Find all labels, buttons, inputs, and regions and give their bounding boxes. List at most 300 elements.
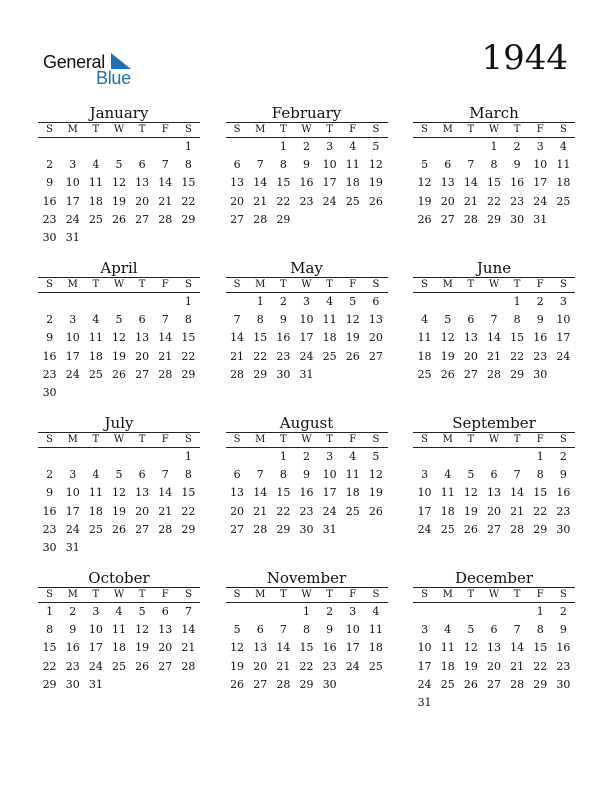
day-cell: 16 bbox=[299, 486, 314, 500]
day-cell: 7 bbox=[161, 468, 169, 482]
day-cell: 18 bbox=[368, 641, 383, 655]
month-name: September bbox=[413, 414, 575, 433]
day-cell: 14 bbox=[158, 331, 173, 345]
day-cell: 23 bbox=[556, 659, 571, 673]
day-cell: 2 bbox=[46, 313, 54, 327]
day-cell: 20 bbox=[486, 659, 501, 673]
day-cell: 23 bbox=[42, 522, 57, 536]
day-cell: 2 bbox=[559, 450, 567, 463]
day-cell: 16 bbox=[533, 331, 548, 345]
day-cell: 25 bbox=[345, 504, 360, 518]
month-name: June bbox=[413, 259, 575, 278]
empty-cell bbox=[413, 448, 436, 466]
day-cell: 22 bbox=[510, 349, 525, 363]
day-cell: 16 bbox=[65, 641, 80, 655]
day-cell: 24 bbox=[65, 367, 80, 381]
day-cell: 28 bbox=[230, 367, 245, 381]
day-cell: 2 bbox=[513, 140, 521, 153]
weekday-label: F bbox=[536, 434, 544, 445]
day-cell: 5 bbox=[372, 140, 380, 153]
day-cell: 6 bbox=[256, 623, 264, 637]
day-cell: 25 bbox=[111, 659, 126, 673]
day-cell: 6 bbox=[138, 158, 146, 172]
day-cell: 3 bbox=[536, 140, 544, 153]
day-cell: 24 bbox=[322, 194, 337, 208]
weekday-label: T bbox=[513, 279, 521, 290]
weekday-header bbox=[413, 123, 575, 138]
day-cell: 24 bbox=[417, 522, 432, 536]
day-cell: 16 bbox=[510, 176, 525, 190]
weekday-label: W bbox=[113, 434, 125, 445]
day-cell: 20 bbox=[135, 504, 150, 518]
day-cell: 24 bbox=[88, 659, 103, 673]
day-cell: 8 bbox=[279, 158, 287, 172]
day-cell: 10 bbox=[533, 158, 548, 172]
day-cell: 13 bbox=[135, 331, 150, 345]
day-cell: 6 bbox=[490, 468, 498, 482]
day-cell: 3 bbox=[559, 295, 567, 308]
day-cell: 22 bbox=[276, 504, 291, 518]
day-cell: 25 bbox=[440, 522, 455, 536]
weekday-label: T bbox=[467, 124, 475, 135]
empty-cell bbox=[506, 603, 529, 621]
day-cell: 21 bbox=[486, 349, 501, 363]
weekday-label: F bbox=[349, 589, 357, 600]
weekday-label: M bbox=[67, 589, 78, 600]
empty-cell bbox=[506, 448, 529, 466]
day-cell: 4 bbox=[421, 313, 429, 327]
day-cell: 28 bbox=[158, 367, 173, 381]
day-cell: 4 bbox=[559, 140, 567, 153]
day-cell: 10 bbox=[417, 486, 432, 500]
day-cell: 25 bbox=[345, 194, 360, 208]
day-cell: 31 bbox=[65, 540, 80, 554]
weekday-header bbox=[413, 278, 575, 293]
empty-cell bbox=[482, 293, 505, 311]
empty-cell bbox=[459, 138, 482, 156]
day-cell: 30 bbox=[322, 677, 337, 691]
weekday-label: T bbox=[280, 589, 287, 600]
weekday-label: S bbox=[46, 279, 53, 290]
day-cell: 3 bbox=[349, 605, 357, 618]
day-cell: 14 bbox=[486, 331, 501, 345]
empty-cell bbox=[61, 448, 84, 466]
day-cell: 12 bbox=[111, 176, 126, 190]
day-cell: 14 bbox=[230, 331, 245, 345]
day-cell: 5 bbox=[467, 623, 475, 637]
day-cell: 26 bbox=[111, 367, 126, 381]
day-cell: 9 bbox=[302, 158, 310, 172]
weekday-label: S bbox=[184, 434, 192, 445]
day-cell: 29 bbox=[181, 212, 196, 226]
day-cell: 26 bbox=[111, 212, 126, 226]
month-january bbox=[38, 104, 200, 259]
day-cell: 3 bbox=[69, 468, 77, 482]
day-cell: 30 bbox=[533, 367, 548, 381]
day-cell: 16 bbox=[276, 331, 291, 345]
day-cell: 19 bbox=[440, 349, 455, 363]
day-cell: 30 bbox=[510, 212, 525, 226]
day-cell: 15 bbox=[533, 486, 548, 500]
empty-cell bbox=[107, 293, 130, 311]
day-cell: 13 bbox=[463, 331, 478, 345]
day-cell: 22 bbox=[181, 504, 196, 518]
day-cell: 11 bbox=[345, 468, 360, 482]
weekday-label: F bbox=[536, 124, 544, 135]
day-cell: 9 bbox=[559, 468, 567, 482]
day-cell: 21 bbox=[158, 349, 173, 363]
day-cell: 30 bbox=[556, 522, 571, 536]
day-cell: 26 bbox=[463, 522, 478, 536]
day-cell: 2 bbox=[536, 295, 544, 308]
day-cell: 10 bbox=[88, 623, 103, 637]
days-grid bbox=[226, 138, 388, 229]
day-cell: 15 bbox=[276, 176, 291, 190]
empty-cell bbox=[413, 293, 436, 311]
days-grid bbox=[226, 293, 388, 384]
day-cell: 27 bbox=[253, 677, 268, 691]
day-cell: 26 bbox=[368, 194, 383, 208]
day-cell: 8 bbox=[536, 468, 544, 482]
weekday-label: M bbox=[442, 279, 453, 290]
day-cell: 23 bbox=[42, 367, 57, 381]
day-cell: 16 bbox=[556, 486, 571, 500]
day-cell: 3 bbox=[69, 158, 77, 172]
day-cell: 21 bbox=[253, 194, 268, 208]
weekday-label: S bbox=[372, 279, 380, 290]
day-cell: 25 bbox=[556, 194, 571, 208]
weekday-header bbox=[413, 433, 575, 448]
weekday-label: W bbox=[301, 589, 312, 600]
day-cell: 17 bbox=[322, 176, 337, 190]
day-cell: 28 bbox=[158, 522, 173, 536]
day-cell: 12 bbox=[135, 623, 150, 637]
day-cell: 28 bbox=[158, 212, 173, 226]
day-cell: 10 bbox=[556, 313, 571, 327]
day-cell: 12 bbox=[440, 331, 455, 345]
day-cell: 26 bbox=[368, 504, 383, 518]
day-cell: 9 bbox=[513, 158, 521, 172]
day-cell: 7 bbox=[513, 623, 521, 637]
weekday-label: T bbox=[92, 279, 100, 290]
day-cell: 6 bbox=[467, 313, 475, 327]
day-cell: 19 bbox=[463, 659, 478, 673]
empty-cell bbox=[226, 293, 249, 311]
weekday-label: S bbox=[372, 434, 380, 445]
day-cell: 23 bbox=[299, 504, 314, 518]
day-cell: 31 bbox=[533, 212, 548, 226]
day-cell: 1 bbox=[256, 295, 264, 308]
day-cell: 11 bbox=[556, 158, 571, 172]
month-name: December bbox=[413, 569, 575, 588]
day-cell: 23 bbox=[556, 504, 571, 518]
weekday-header bbox=[38, 433, 200, 448]
day-cell: 22 bbox=[42, 659, 57, 673]
day-cell: 3 bbox=[92, 605, 100, 618]
day-cell: 30 bbox=[276, 367, 291, 381]
weekday-label: M bbox=[255, 279, 266, 290]
day-cell: 20 bbox=[230, 504, 245, 518]
empty-cell bbox=[459, 603, 482, 621]
day-cell: 27 bbox=[135, 522, 150, 536]
logo-triangle-icon bbox=[111, 53, 131, 69]
day-cell: 29 bbox=[42, 677, 57, 691]
day-cell: 13 bbox=[230, 176, 245, 190]
weekday-label: M bbox=[442, 124, 453, 135]
month-october bbox=[38, 569, 200, 724]
day-cell: 8 bbox=[302, 623, 310, 637]
empty-cell bbox=[413, 138, 436, 156]
weekday-label: T bbox=[467, 279, 475, 290]
day-cell: 17 bbox=[65, 504, 80, 518]
empty-cell bbox=[61, 138, 84, 156]
days-grid bbox=[226, 448, 388, 539]
month-name: November bbox=[226, 569, 388, 588]
day-cell: 29 bbox=[299, 677, 314, 691]
day-cell: 5 bbox=[444, 313, 452, 327]
day-cell: 8 bbox=[184, 313, 192, 327]
day-cell: 30 bbox=[42, 230, 57, 244]
month-name: July bbox=[38, 414, 200, 433]
weekday-label: T bbox=[138, 589, 146, 600]
day-cell: 8 bbox=[490, 158, 498, 172]
weekday-label: W bbox=[301, 434, 312, 445]
month-may bbox=[226, 259, 388, 414]
weekday-label: S bbox=[421, 589, 428, 600]
weekday-header bbox=[226, 278, 388, 293]
day-cell: 5 bbox=[138, 605, 146, 618]
day-cell: 16 bbox=[299, 176, 314, 190]
day-cell: 23 bbox=[299, 194, 314, 208]
day-cell: 17 bbox=[299, 331, 314, 345]
weekday-header bbox=[38, 278, 200, 293]
day-cell: 20 bbox=[253, 659, 268, 673]
day-cell: 11 bbox=[345, 158, 360, 172]
day-cell: 12 bbox=[368, 158, 383, 172]
day-cell: 30 bbox=[299, 522, 314, 536]
day-cell: 19 bbox=[111, 504, 126, 518]
day-cell: 17 bbox=[417, 659, 432, 673]
empty-cell bbox=[249, 138, 272, 156]
weekday-label: T bbox=[138, 279, 146, 290]
empty-cell bbox=[154, 293, 177, 311]
day-cell: 25 bbox=[417, 367, 432, 381]
day-cell: 11 bbox=[88, 486, 103, 500]
day-cell: 6 bbox=[444, 158, 452, 172]
month-april bbox=[38, 259, 200, 414]
weekday-label: T bbox=[326, 124, 333, 135]
weekday-label: T bbox=[280, 279, 287, 290]
day-cell: 23 bbox=[276, 349, 291, 363]
day-cell: 30 bbox=[42, 540, 57, 554]
day-cell: 7 bbox=[513, 468, 521, 482]
day-cell: 4 bbox=[92, 468, 100, 482]
weekday-label: T bbox=[513, 124, 521, 135]
weekday-label: W bbox=[301, 124, 312, 135]
day-cell: 9 bbox=[279, 313, 287, 327]
day-cell: 16 bbox=[556, 641, 571, 655]
day-cell: 8 bbox=[279, 468, 287, 482]
day-cell: 4 bbox=[349, 140, 357, 153]
weekday-label: M bbox=[67, 124, 78, 135]
weekday-label: M bbox=[442, 434, 453, 445]
day-cell: 23 bbox=[510, 194, 525, 208]
day-cell: 13 bbox=[486, 486, 501, 500]
day-cell: 20 bbox=[463, 349, 478, 363]
day-cell: 5 bbox=[467, 468, 475, 482]
day-cell: 18 bbox=[88, 194, 103, 208]
day-cell: 13 bbox=[135, 176, 150, 190]
weekday-label: W bbox=[113, 279, 125, 290]
weekday-label: F bbox=[349, 124, 357, 135]
weekday-label: T bbox=[92, 434, 100, 445]
day-cell: 19 bbox=[417, 194, 432, 208]
day-cell: 10 bbox=[65, 176, 80, 190]
day-cell: 14 bbox=[276, 641, 291, 655]
weekday-header bbox=[413, 588, 575, 603]
weekday-label: S bbox=[184, 589, 192, 600]
day-cell: 21 bbox=[158, 194, 173, 208]
weekday-label: S bbox=[559, 434, 567, 445]
day-cell: 25 bbox=[322, 349, 337, 363]
day-cell: 27 bbox=[158, 659, 173, 673]
day-cell: 22 bbox=[181, 349, 196, 363]
weekday-label: T bbox=[280, 434, 287, 445]
month-name: February bbox=[226, 104, 388, 123]
day-cell: 9 bbox=[46, 331, 54, 345]
day-cell: 4 bbox=[444, 468, 452, 482]
day-cell: 23 bbox=[322, 659, 337, 673]
day-cell: 15 bbox=[486, 176, 501, 190]
days-grid bbox=[413, 293, 575, 384]
weekday-label: S bbox=[421, 279, 428, 290]
day-cell: 5 bbox=[372, 450, 380, 463]
day-cell: 3 bbox=[421, 468, 429, 482]
day-cell: 1 bbox=[184, 450, 192, 463]
day-cell: 15 bbox=[181, 486, 196, 500]
day-cell: 24 bbox=[345, 659, 360, 673]
day-cell: 3 bbox=[69, 313, 77, 327]
day-cell: 1 bbox=[46, 605, 54, 618]
weekday-label: F bbox=[349, 434, 357, 445]
weekday-label: W bbox=[301, 279, 312, 290]
month-august bbox=[226, 414, 388, 569]
day-cell: 1 bbox=[279, 140, 287, 153]
day-cell: 8 bbox=[184, 158, 192, 172]
day-cell: 26 bbox=[135, 659, 150, 673]
empty-cell bbox=[482, 448, 505, 466]
day-cell: 9 bbox=[46, 486, 54, 500]
empty-cell bbox=[38, 138, 61, 156]
day-cell: 26 bbox=[417, 212, 432, 226]
weekday-label: S bbox=[559, 279, 567, 290]
day-cell: 23 bbox=[65, 659, 80, 673]
day-cell: 4 bbox=[326, 295, 334, 308]
day-cell: 29 bbox=[533, 522, 548, 536]
empty-cell bbox=[436, 138, 459, 156]
day-cell: 25 bbox=[88, 212, 103, 226]
weekday-label: S bbox=[233, 589, 241, 600]
empty-cell bbox=[249, 603, 272, 621]
day-cell: 24 bbox=[299, 349, 314, 363]
day-cell: 7 bbox=[161, 313, 169, 327]
day-cell: 2 bbox=[559, 605, 567, 618]
empty-cell bbox=[154, 138, 177, 156]
weekday-label: S bbox=[421, 124, 428, 135]
day-cell: 27 bbox=[135, 367, 150, 381]
day-cell: 14 bbox=[253, 176, 268, 190]
day-cell: 21 bbox=[276, 659, 291, 673]
logo-text-general: General bbox=[43, 52, 105, 72]
year-title: 1944 bbox=[481, 38, 568, 78]
days-grid bbox=[413, 603, 575, 712]
month-june bbox=[413, 259, 575, 414]
month-name: May bbox=[226, 259, 388, 278]
weekday-label: T bbox=[467, 589, 475, 600]
empty-cell bbox=[38, 293, 61, 311]
day-cell: 19 bbox=[135, 641, 150, 655]
day-cell: 15 bbox=[533, 641, 548, 655]
empty-cell bbox=[107, 448, 130, 466]
weekday-label: T bbox=[513, 434, 521, 445]
weekday-label: F bbox=[161, 434, 169, 445]
empty-cell bbox=[131, 138, 154, 156]
weekday-label: T bbox=[92, 124, 100, 135]
day-cell: 8 bbox=[536, 623, 544, 637]
day-cell: 1 bbox=[536, 450, 544, 463]
day-cell: 29 bbox=[181, 522, 196, 536]
day-cell: 9 bbox=[302, 468, 310, 482]
empty-cell bbox=[84, 448, 107, 466]
day-cell: 15 bbox=[510, 331, 525, 345]
day-cell: 6 bbox=[372, 295, 380, 308]
day-cell: 24 bbox=[65, 212, 80, 226]
month-name: March bbox=[413, 104, 575, 123]
day-cell: 5 bbox=[115, 158, 123, 172]
weekday-label: W bbox=[488, 589, 500, 600]
weekday-label: F bbox=[536, 279, 544, 290]
day-cell: 18 bbox=[88, 349, 103, 363]
logo-text-blue: Blue bbox=[96, 68, 131, 88]
day-cell: 5 bbox=[349, 295, 357, 308]
day-cell: 6 bbox=[138, 468, 146, 482]
day-cell: 28 bbox=[253, 522, 268, 536]
day-cell: 21 bbox=[510, 659, 525, 673]
day-cell: 6 bbox=[233, 468, 241, 482]
day-cell: 17 bbox=[65, 194, 80, 208]
day-cell: 31 bbox=[65, 230, 80, 244]
day-cell: 25 bbox=[368, 659, 383, 673]
day-cell: 12 bbox=[368, 468, 383, 482]
day-cell: 22 bbox=[253, 349, 268, 363]
day-cell: 18 bbox=[88, 504, 103, 518]
weekday-label: T bbox=[326, 589, 333, 600]
weekday-label: M bbox=[255, 434, 266, 445]
weekday-label: S bbox=[372, 124, 380, 135]
day-cell: 2 bbox=[279, 295, 287, 308]
empty-cell bbox=[38, 448, 61, 466]
day-cell: 11 bbox=[440, 486, 455, 500]
day-cell: 1 bbox=[184, 140, 192, 153]
day-cell: 9 bbox=[559, 623, 567, 637]
day-cell: 23 bbox=[42, 212, 57, 226]
day-cell: 5 bbox=[421, 158, 429, 172]
day-cell: 31 bbox=[322, 522, 337, 536]
day-cell: 1 bbox=[184, 295, 192, 308]
day-cell: 13 bbox=[158, 623, 173, 637]
day-cell: 22 bbox=[181, 194, 196, 208]
day-cell: 27 bbox=[486, 522, 501, 536]
